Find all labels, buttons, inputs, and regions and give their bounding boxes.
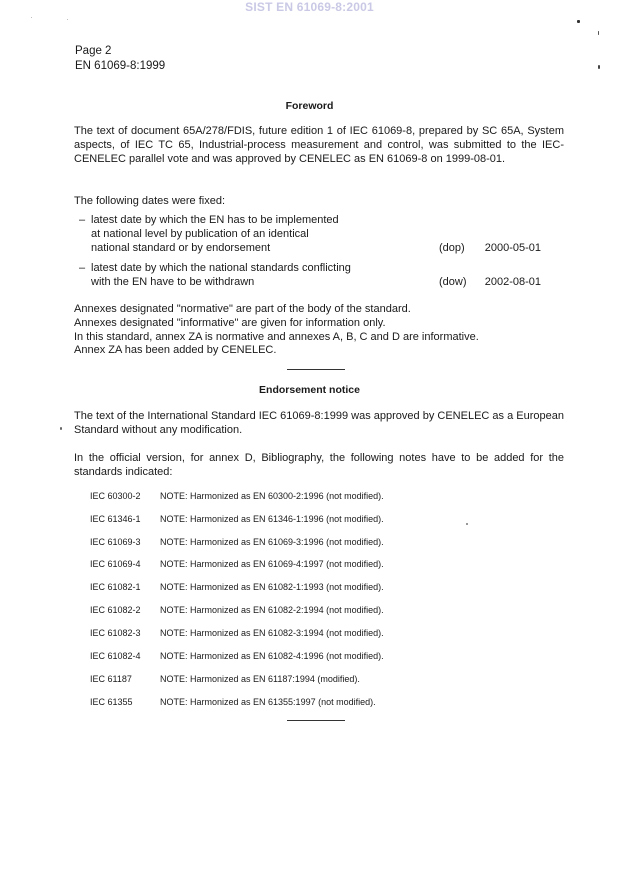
page-header xyxy=(75,44,165,74)
endorsement-text: The text of the International Standard IEC 61069-8:1999 was approved by CENELEC as a European Standard without any modification. xyxy=(74,410,564,436)
standard-code: IEC 61346-1 xyxy=(90,514,141,524)
annex-line: Annexes designated "informative" are given for information only. xyxy=(74,316,386,329)
date-item-dop xyxy=(79,214,541,256)
dates-intro: The following dates were fixed: xyxy=(74,195,226,207)
foreword-intro: The text of document 65A/278/FDIS, future edition 1 of IEC 61069-8, prepared by SC 65A, System aspects, of IEC TC 65, Industrial-process measurement and control, was submitted to the IEC-CENELEC parallel vote and was approved by CENELEC as EN 61069-8 on 1999-08-01. xyxy=(74,125,564,165)
endorsement-title: Endorsement notice xyxy=(259,384,360,396)
date-item-line: national standard or by endorsement xyxy=(91,241,271,254)
date-item-text xyxy=(91,214,391,255)
page-number: Page 2 xyxy=(75,45,112,57)
date-value: 2000-05-01 xyxy=(484,242,541,255)
standard-note-row xyxy=(90,697,376,708)
section-divider xyxy=(287,369,345,370)
standard-note: NOTE: Harmonized as EN 61069-4:1997 (not modified). xyxy=(160,559,384,569)
standard-note: NOTE: Harmonized as EN 61069-3:1996 (not modified). xyxy=(160,537,384,547)
standard-code: IEC 61082-3 xyxy=(90,628,141,638)
standard-code: IEC 61069-3 xyxy=(90,537,141,547)
standard-note: NOTE: Harmonized as EN 61082-1:1993 (not modified). xyxy=(160,582,384,592)
standard-note-row xyxy=(90,674,360,685)
dash-marker: – xyxy=(79,214,86,226)
standard-code: IEC 60300-2 xyxy=(90,491,141,501)
scan-speck xyxy=(598,65,600,69)
scan-speck xyxy=(577,20,580,23)
standard-code: IEC 61187 xyxy=(90,674,132,684)
standard-note-row xyxy=(90,491,384,502)
standard-note: NOTE: Harmonized as EN 61187:1994 (modified). xyxy=(160,674,360,684)
date-value: 2002-08-01 xyxy=(484,276,541,289)
standard-note-row xyxy=(90,559,384,570)
date-item-line: with the EN have to be withdrawn xyxy=(91,275,255,288)
watermark: SIST EN 61069-8:2001 xyxy=(245,0,374,14)
annex-line: Annex ZA has been added by CENELEC. xyxy=(74,344,277,357)
scan-speck xyxy=(466,523,468,525)
dash-marker: – xyxy=(79,262,86,274)
standard-code: IEC 61082-4 xyxy=(90,651,141,661)
standard-note-row xyxy=(90,537,384,548)
date-item-line: latest date by which the EN has to be implemented xyxy=(91,214,339,226)
standard-code: IEC 61082-1 xyxy=(90,582,141,592)
scan-speck xyxy=(598,31,599,35)
standard-note-row xyxy=(90,514,384,525)
standard-note: NOTE: Harmonized as EN 61346-1:1996 (not modified). xyxy=(160,514,384,524)
official-version-text: In the official version, for annex D, Bibliography, the following notes have to be added for the standards indicated: xyxy=(74,452,564,478)
standard-note-row xyxy=(90,582,384,593)
standard-code: IEC 61069-4 xyxy=(90,559,141,569)
scan-speck xyxy=(31,17,32,18)
standard-note: NOTE: Harmonized as EN 60300-2:1996 (not modified). xyxy=(160,491,384,501)
standard-note-row xyxy=(90,651,384,662)
scan-speck xyxy=(67,19,68,20)
date-item-text xyxy=(91,262,391,290)
scan-speck xyxy=(60,427,62,430)
date-code: (dop) xyxy=(439,242,465,255)
date-code: (dow) xyxy=(439,276,467,289)
standard-code: IEC 61355 xyxy=(90,697,133,707)
date-item-dow xyxy=(79,262,541,290)
standard-note: NOTE: Harmonized as EN 61355:1997 (not modified). xyxy=(160,697,376,707)
standard-note: NOTE: Harmonized as EN 61082-2:1994 (not modified). xyxy=(160,605,384,615)
standard-note: NOTE: Harmonized as EN 61082-4:1996 (not modified). xyxy=(160,651,384,661)
standard-code: IEC 61082-2 xyxy=(90,605,141,615)
standard-note-row xyxy=(90,605,384,616)
foreword-title: Foreword xyxy=(285,100,334,112)
date-item-line: at national level by publication of an identical xyxy=(91,227,309,240)
annex-line: Annexes designated "normative" are part of the body of the standard. xyxy=(74,303,411,315)
end-divider xyxy=(287,720,345,721)
annex-notes xyxy=(74,303,564,358)
date-item-line: latest date by which the national standards conflicting xyxy=(91,262,351,274)
document-id: EN 61069-8:1999 xyxy=(75,60,166,72)
standard-note: NOTE: Harmonized as EN 61082-3:1994 (not modified). xyxy=(160,628,384,638)
annex-line: In this standard, annex ZA is normative and annexes A, B, C and D are informative. xyxy=(74,330,479,343)
standard-note-row xyxy=(90,628,384,639)
